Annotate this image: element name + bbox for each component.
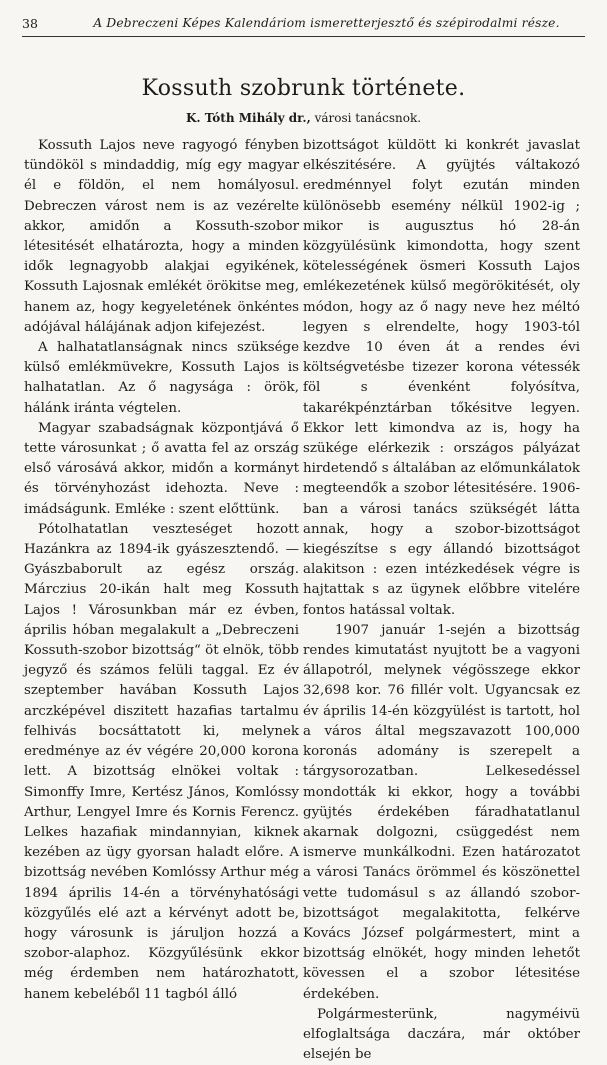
paragraph: 1907 január 1-sején a bizottság rendes kimutatást nyujtott be a vagyoni állapotról, melynek végösszege ekkor 32,698 kor. 76 fillér volt. Ugyancsak ez év április 14-én közgyülést is tartott, hol a város által megszavazott 100,000 koronás adomány is szerepelt a tárgysorozatban. Lelkesedéssel mondották ki ekkor, hogy a további gyüjtés érdekében fáradhatatlanul akarnak dolgozni, csüggedést nem ismerve munkálkodni. Ezen határozatot a városi Tanács örömmel és köszönettel vette tudomásul s az állandó szobor-bizottságot megalakitotta, felkérve Kovács József polgármestert, mint a bizottság elnökét, hogy minden lehetőt kövessen el a szobor létesitése érdekében. (303, 622, 580, 1002)
author-role: városi tanácsnok. (314, 111, 422, 125)
paragraph: A halhatatlanságnak nincs szüksége külső emlékmüvekre, Kossuth Lajos is halhatatlan. Az ő nagysága : örök, hálánk iránta végtelen. (24, 340, 299, 416)
paragraph: Magyar szabadságnak központjává ő tette városunkat ; ő avatta fel az ország első városává akkor, midőn a kormányt és törvényhozást idehozta. Neve : imádságunk. Emléke : szent előttünk. (24, 420, 299, 517)
paragraph: Pótolhatatlan veszteséget hozott Hazánkra az 1894-ik gyászesztendő. — Gyászbaborult az egész ország. Márczius 20-ikán halt meg Kossuth Lajos ! Városunkban már ez évben, április hóban megalakult a „Debreczeni Kossuth-szobor bizottság“ öt elnök, több jegyző és számos felüli taggal. Ez év szeptember havában Kossuth Lajos arczképével diszitett hazafias tartalmu felhivás bocsáttatott ki, melynek eredménye az év végére 20,000 korona lett. A bizottság elnökei voltak : Simonffy Imre, Kertész János, Komlóssy Arthur, Lengyel Imre és Kornis Ferencz. Lelkes hazafiak mindannyian, kiknek kezében az ügy gyorsan haladt előre. A bizottság nevében Komlóssy Arthur még 1894 április 14-én a törvényhatósági közgyűlés elé azt a kérvényt adott be, hogy városunk is járuljon hozzá a szobor-alaphoz. Közgyűlésünk ekkor még érdemben nem határozhatott, hanem kebeléből 11 tagból álló (24, 521, 299, 1002)
article-title: Kossuth szobrunk története. (141, 76, 466, 101)
running-header (22, 16, 585, 37)
running-head: A Debreczeni Képes Kalendáriom ismeretterjesztő és szépirodalmi része. (93, 16, 560, 30)
left-column (24, 136, 299, 1005)
paragraph: Polgármesterünk, nagyméivü elfoglaltsága daczára, már október elsején be (303, 1006, 580, 1063)
page-number: 38 (22, 16, 38, 31)
byline (0, 111, 607, 125)
paragraph: bizottságot küldött ki konkrét javaslat elkészitésére. A gyüjtés váltakozó eredménnyel folyt ezután minden különösebb esemény nélkül 1902-ig ; mikor is augusztus hó 28-án közgyülésünk kimondotta, hogy szent kötelességének ösmeri Kossuth Lajos emlékezetének külső megörökitését, oly módon, hogy az ő nagy neve hez méltó legyen s elrendelte, hogy 1903-tól kezdve 10 éven át a rendes évi költségvetésbe tizezer korona vétessék föl s évenként folyósítva, takarékpénztárban tőkésitve legyen. Ekkor lett kimondva az is, hogy ha szükége elérkezik : országos pályázat hirdetendő s általában az előmunkálatok megteendők a szobor létesitésére. 1906-ban a városi tanács szükségét látta annak, hogy a szobor-bizottságot kiegészítse s egy állandó bizottságot alakitson : ezen intézkedések végre is hajtattak s az ügynek előbbre vitelére fontos hatással voltak. (303, 138, 580, 618)
paragraph: Kossuth Lajos neve ragyogó fényben tündököl s mindaddig, míg egy magyar él e földön, el nem homályosul. Debreczen várost nem is az vezérelte akkor, amidőn a Kossuth-szobor létesitését elhatározta, hogy a minden idők legnagyobb alakjai egyikének, Kossuth Lajosnak emlékét örökitse meg, hanem az, hogy kegyeletének önkéntes adójával hálájának adjon kifejezést. (24, 138, 299, 335)
author-name: K. Tóth Mihály dr., (185, 111, 311, 125)
right-column (303, 136, 580, 1065)
